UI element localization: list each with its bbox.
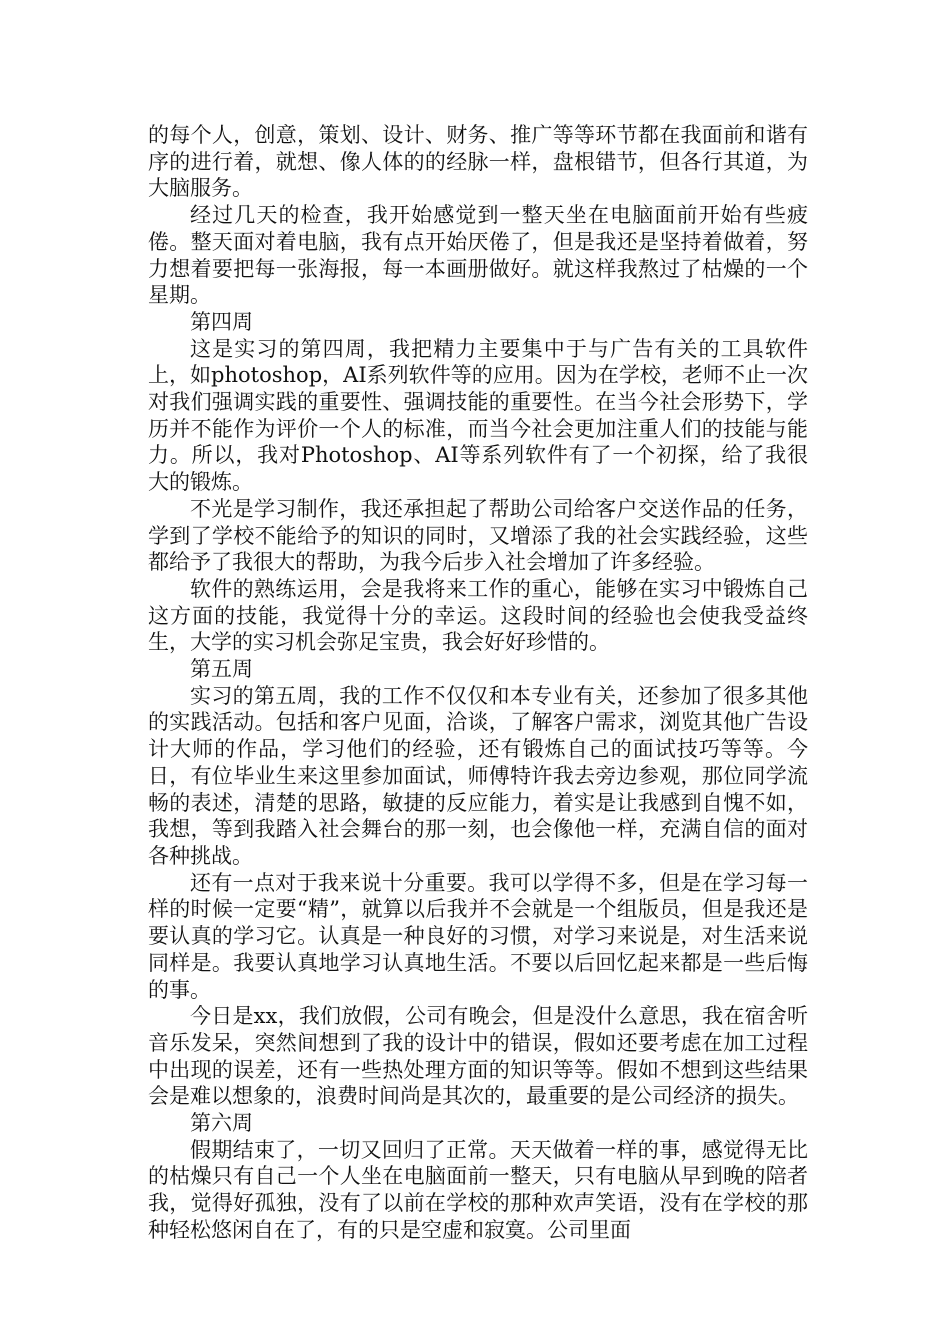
paragraph-week-5-attitude: 还有一点对于我来说十分重要。我可以学得不多，但是在学习每一样的时候一定要“精”，就算以后我并不会就是一个组版员，但是我还是要认真的学习它。认真是一种良好的习惯，对学习来说是，对生活来说同样是。我要认真地学习认真地生活。不要以后回忆起来都是一些后悔的事。 [148,870,808,1002]
document-body [148,122,808,1244]
paragraph-week-6-routine: 假期结束了，一切又回归了正常。天天做着一样的事，感觉得无比的枯燥只有自己一个人坐在电脑面前一整天，只有电脑从早到晚的陪者我，觉得好孤独，没有了以前在学校的那种欢声笑语，没有在学校的那种轻松悠闲自在了，有的只是空虚和寂寞。公司里面 [148,1137,808,1242]
week-4-heading: 第四周 [190,309,253,334]
paragraph-week-5-holiday: 今日是xx，我们放假，公司有晚会，但是没什么意思，我在宿舍听音乐发呆，突然间想到了我的设计中的错误，假如还要考虑在加工过程中出现的误差，还有一些热处理方面的知识等等。假如不想到这些结果会是难以想象的，浪费时间尚是其次的，最重要的是公司经济的损失。 [148,1004,808,1109]
paragraph-week-4-software: 这是实习的第四周，我把精力主要集中于与广告有关的工具软件上，如photoshop，AI系列软件等的应用。因为在学校，老师不止一次对我们强调实践的重要性、强调技能的重要性。在当今社会形势下，学历并不能作为评价一个人的标准，而当今社会更加注重人们的技能与能力。所以，我对Photoshop、AI等系列软件有了一个初探，给了我很大的锻炼。 [148,336,808,495]
paragraph-week-5-activities: 实习的第五周，我的工作不仅仅和本专业有关，还参加了很多其他的实践活动。包括和客户见面，洽谈，了解客户需求，浏览其他广告设计大师的作品，学习他们的经验，还有锻炼自己的面试技巧等等。今日，有位毕业生来这里参加面试，师傅特许我去旁边参观，那位同学流畅的表述，清楚的思路，敏捷的反应能力，着实是让我感到自愧不如，我想，等到我踏入社会舞台的那一刻，也会像他一样，充满自信的面对各种挑战。 [148,683,808,868]
paragraph-continuation: 的每个人，创意，策划、设计、财务、推广等等环节都在我面前和谐有序的进行着，就想、像人体的的经脉一样，盘根错节，但各行其道，为大脑服务。 [148,123,808,201]
paragraph-fatigue: 经过几天的检查，我开始感觉到一整天坐在电脑面前开始有些疲倦。整天面对着电脑，我有点开始厌倦了，但是我还是坚持着做着，努力想着要把每一张海报，每一本画册做好。就这样我熬过了枯燥的一个星期。 [148,203,808,308]
paragraph-week-4-delivery: 不光是学习制作，我还承担起了帮助公司给客户交送作品的任务，学到了学校不能给予的知识的同时，又增添了我的社会实践经验，这些都给予了我很大的帮助，为我今后步入社会增加了许多经验。 [148,496,808,575]
week-5-heading: 第五周 [190,657,253,682]
week-6-heading: 第六周 [190,1111,253,1136]
paragraph-week-4-skills: 软件的熟练运用，会是我将来工作的重心，能够在实习中锻炼自己这方面的技能，我觉得十分的幸运。这段时间的经验也会使我受益终生，大学的实习机会弥足宝贵，我会好好珍惜的。 [148,576,808,655]
